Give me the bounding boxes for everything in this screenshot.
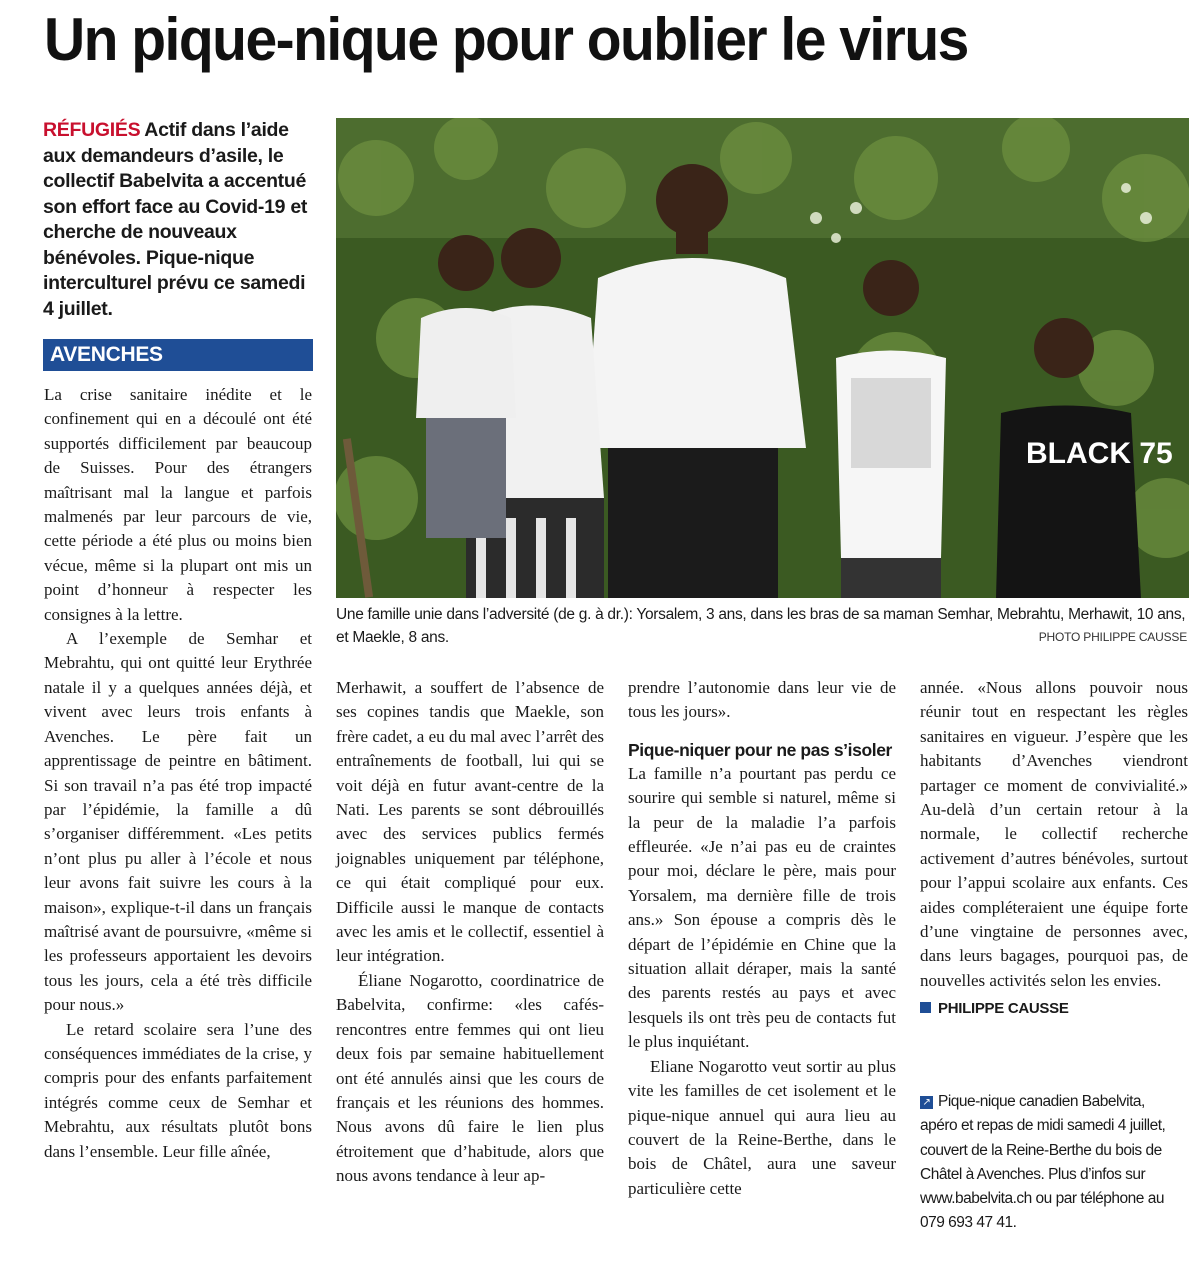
subheading: Pique-niquer pour ne pas s’isoler <box>628 739 892 760</box>
family-photo <box>336 118 1189 598</box>
headline: Un pique-nique pour oublier le virus <box>44 6 968 73</box>
shirt-text: BLACK 75 <box>1026 437 1173 470</box>
paragraph: Le retard scolaire sera l’une des conséquences immédiates de la crise, y compris pour des enfants parfaitement intégrés comme ceux de Semhar et Mebrahtu, aux résultats plutôt bons dans l’ensemble. Leur fille aînée, <box>44 1019 312 1161</box>
column-4 <box>920 676 1188 1022</box>
column-3 <box>628 676 896 1201</box>
info-box <box>920 1090 1180 1236</box>
paragraph: Eliane Nogarotto veut sortir au plus vite les familles de cet isolement et le pique-nique annuel qui aura lieu au couvert de la Reine-Berthe, dans le bois de Châtel, aura une saveur particulière cette <box>628 1056 896 1198</box>
paragraph: prendre l’autonomie dans leur vie de tous les jours». <box>628 678 896 722</box>
photo-credit: PHOTO PHILIPPE CAUSSE <box>1038 630 1187 644</box>
square-bullet-icon <box>920 1002 931 1013</box>
paragraph: Éliane Nogarotto, coordinatrice de Babelvita, confirme: «les cafés-rencontres entre femmes qui ont lieu deux fois par semaine habituellement ont été annulés ainsi que les cours de français et les réunions des hommes. Nous avons dû faire le lien plus étroitement que d’habitude, alors que nous avons tendance à leur ap- <box>336 970 604 1186</box>
arrow-icon: ↗ <box>920 1096 933 1109</box>
byline <box>920 997 1188 1021</box>
byline-name: PHILIPPE CAUSSE <box>938 1000 1069 1018</box>
paragraph: La crise sanitaire inédite et le confinement qui en a découlé ont été supportés difficilement par beaucoup de Suisses. Pour des étrangers maîtrisant mal la langue et parfois malmenés par leur parcours de vie, cette période a été plus ou moins bien vécue, même si la plupart ont mis un point d’honneur à respecter les consignes à la lettre. <box>44 385 312 624</box>
paragraph: année. «Nous allons pouvoir nous réunir tout en respectant les règles sanitaires en vigueur. J’espère que les habitants d’Avenches viendront partager ce moment de convivialité.» Au-delà d’un certain retour à la normale, le collectif recherche activement d’autres bénévoles, surtout pour l’appui scolaire aux enfants. Ces aides compléteraient une équipe forte d’une vingtaine de personnes avec, dans leurs bagages, pourquoi pas, de nouvelles activités selon les envies. <box>920 678 1188 990</box>
column-2 <box>336 676 604 1189</box>
info-text: Pique-nique canadien Babelvita, apéro et repas de midi samedi 4 juillet, couvert de la Reine-Berthe du bois de Châtel à Avenches. Plus d’infos sur www.babelvita.ch ou par téléphone au 079 693 47 41. <box>920 1093 1166 1232</box>
kicker: RÉFUGIÉS <box>43 119 141 141</box>
column-1 <box>44 383 312 1164</box>
lead-text: Actif dans l’aide aux demandeurs d’asile, le collectif Babelvita a accentué son effort face au Covid-19 et cherche de nouveaux bénévoles. Pique-nique interculturel prévu ce samedi 4 juillet. <box>43 119 308 320</box>
location-banner: AVENCHES <box>43 339 313 371</box>
paragraph: La famille n’a pourtant pas perdu ce sourire qui semble si naturel, même si la peur de la maladie l’a parfois effleurée. «Je n’ai pas eu de craintes pour moi, déclare le père, mais pour Yorsalem, ma dernière fille de trois ans.» Son épouse a compris dès le départ de l’épidémie en Chine que la situation allait déraper, mais la santé des parents restés au pays et avec lesquels ils ont très peu de contacts fut le plus inquiétant. <box>628 763 896 1052</box>
photo-illustration <box>336 118 1189 598</box>
lead-paragraph <box>43 118 315 322</box>
paragraph: A l’exemple de Semhar et Mebrahtu, qui ont quitté leur Erythrée natale il y a quelques années déjà, et vivent avec leurs trois enfants à Avenches. Le père fait un apprentissage de peintre en bâtiment. Si son travail n’a pas été trop impacté par l’épidémie, la famille a dû s’organiser différemment. «Les petits n’ont plus pu aller à l’école et nous leur avons fait suivre les cours à la maison», explique-t-il dans un français maîtrisé avant de poursuivre, «même si les professeurs apportaient les devoirs tous les jours, cela a été très difficile pour nous.» <box>44 629 312 1015</box>
photo-caption: Une famille unie dans l’adversité (de g. à dr.): Yorsalem, 3 ans, dans les bras de sa maman Semhar, Mebrahtu, Merhawit, 10 ans, et Maekle, 8 ans. <box>336 606 1186 646</box>
paragraph: Merhawit, a souffert de l’absence de ses copines tandis que Maekle, son frère cadet, a eu du mal avec l’arrêt des entraînements de football, lui qui se voit déjà en futur avant-centre de la Nati. Les parents se sont débrouillés avec des services publics fermés joignables uniquement par téléphone, ce qui était compliqué pour eux. Difficile aussi le manque de contacts avec les amis et le collectif, essentiel à leur intégration. <box>336 678 604 966</box>
